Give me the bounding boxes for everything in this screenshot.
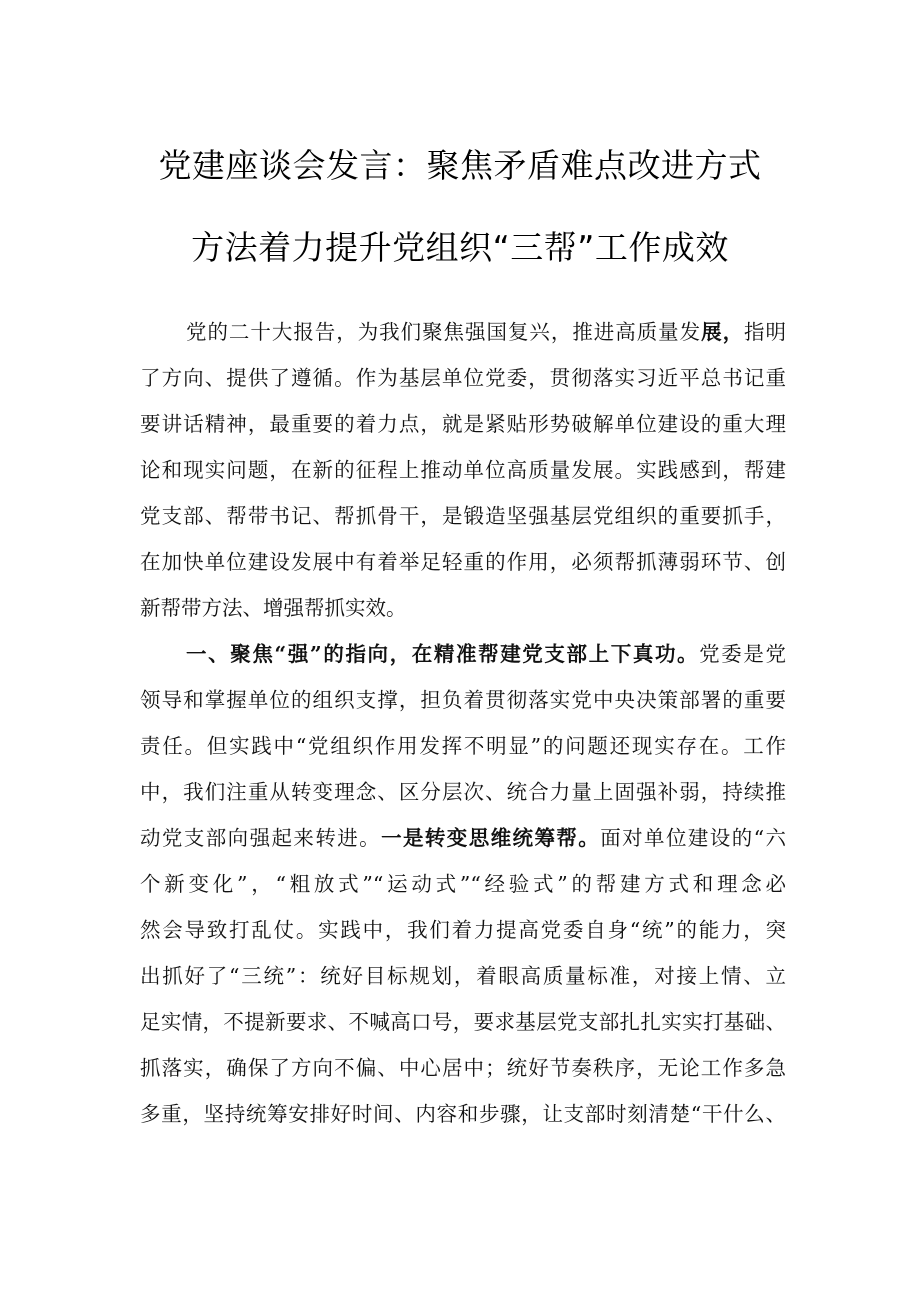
paragraph-1-text: 党的二十大报告，为我们聚焦强国复兴，推进高质量发 xyxy=(186,320,702,344)
document-title-line-2: 方法着力提升党组织“三帮”工作成效 xyxy=(191,228,729,267)
paragraph-1-line-2: 了方向、提供了遵循。作为基层单位党委，贯彻落实习近平总书记重 xyxy=(140,366,786,390)
section-heading: 一、聚焦“强”的指向，在精准帮建党支部上下真功。 xyxy=(186,642,700,666)
paragraph-2-text: 动党支部向强起来转进。 xyxy=(140,826,382,850)
paragraph-1-text: 指明 xyxy=(744,320,787,344)
paragraph-2-line-5 xyxy=(140,823,786,853)
paragraph-2-line-9: 足实情，不提新要求、不喊高口号，要求基层党支部扎扎实实打基础、 xyxy=(140,1010,786,1034)
paragraph-2-line-11: 多重，坚持统筹安排好时间、内容和步骤，让支部时刻清楚“干什么、 xyxy=(140,1102,786,1126)
paragraph-2-line-7: 然会导致打乱仗。实践中，我们着力提高党委自身“统”的能力，突 xyxy=(140,918,786,942)
paragraph-1-line-1 xyxy=(186,317,786,347)
paragraph-2-line-1 xyxy=(186,639,786,669)
paragraph-2-text: 面对单位建设的“六 xyxy=(600,826,787,850)
paragraph-1-line-3: 要讲话精神，最重要的着力点，就是紧贴形势破解单位建设的重大理 xyxy=(140,412,786,436)
paragraph-1-bold-text: 展， xyxy=(701,320,745,344)
paragraph-1-line-5: 党支部、帮带书记、帮抓骨干，是锻造坚强基层党组织的重要抓手， xyxy=(140,504,786,528)
document-title-line-1: 党建座谈会发言：聚焦矛盾难点改进方式 xyxy=(158,146,762,185)
paragraph-2-text: 党委是党 xyxy=(699,642,786,666)
paragraph-1-line-4: 论和现实问题，在新的征程上推动单位高质量发展。实践感到，帮建 xyxy=(140,458,786,482)
sub-heading: 一是转变思维统筹帮。 xyxy=(381,826,601,850)
paragraph-2-line-6: 个新变化”，“粗放式”“运动式”“经验式”的帮建方式和理念必 xyxy=(140,872,786,896)
paragraph-2-line-2: 领导和掌握单位的组织支撑，担负着贯彻落实党中央决策部署的重要 xyxy=(140,688,786,712)
paragraph-1-line-7: 新帮带方法、增强帮抓实效。 xyxy=(140,596,407,620)
paragraph-2-line-10: 抓落实，确保了方向不偏、中心居中；统好节奏秩序，无论工作多急 xyxy=(140,1056,786,1080)
paragraph-2-line-8: 出抓好了“三统”：统好目标规划，着眼高质量标准，对接上情、立 xyxy=(140,964,786,988)
paragraph-2-line-3: 责任。但实践中“党组织作用发挥不明显”的问题还现实存在。工作 xyxy=(140,734,786,758)
paragraph-2-line-4: 中，我们注重从转变理念、区分层次、统合力量上固强补弱，持续推 xyxy=(140,780,786,804)
paragraph-1-line-6: 在加快单位建设发展中有着举足轻重的作用，必须帮抓薄弱环节、创 xyxy=(140,550,786,574)
